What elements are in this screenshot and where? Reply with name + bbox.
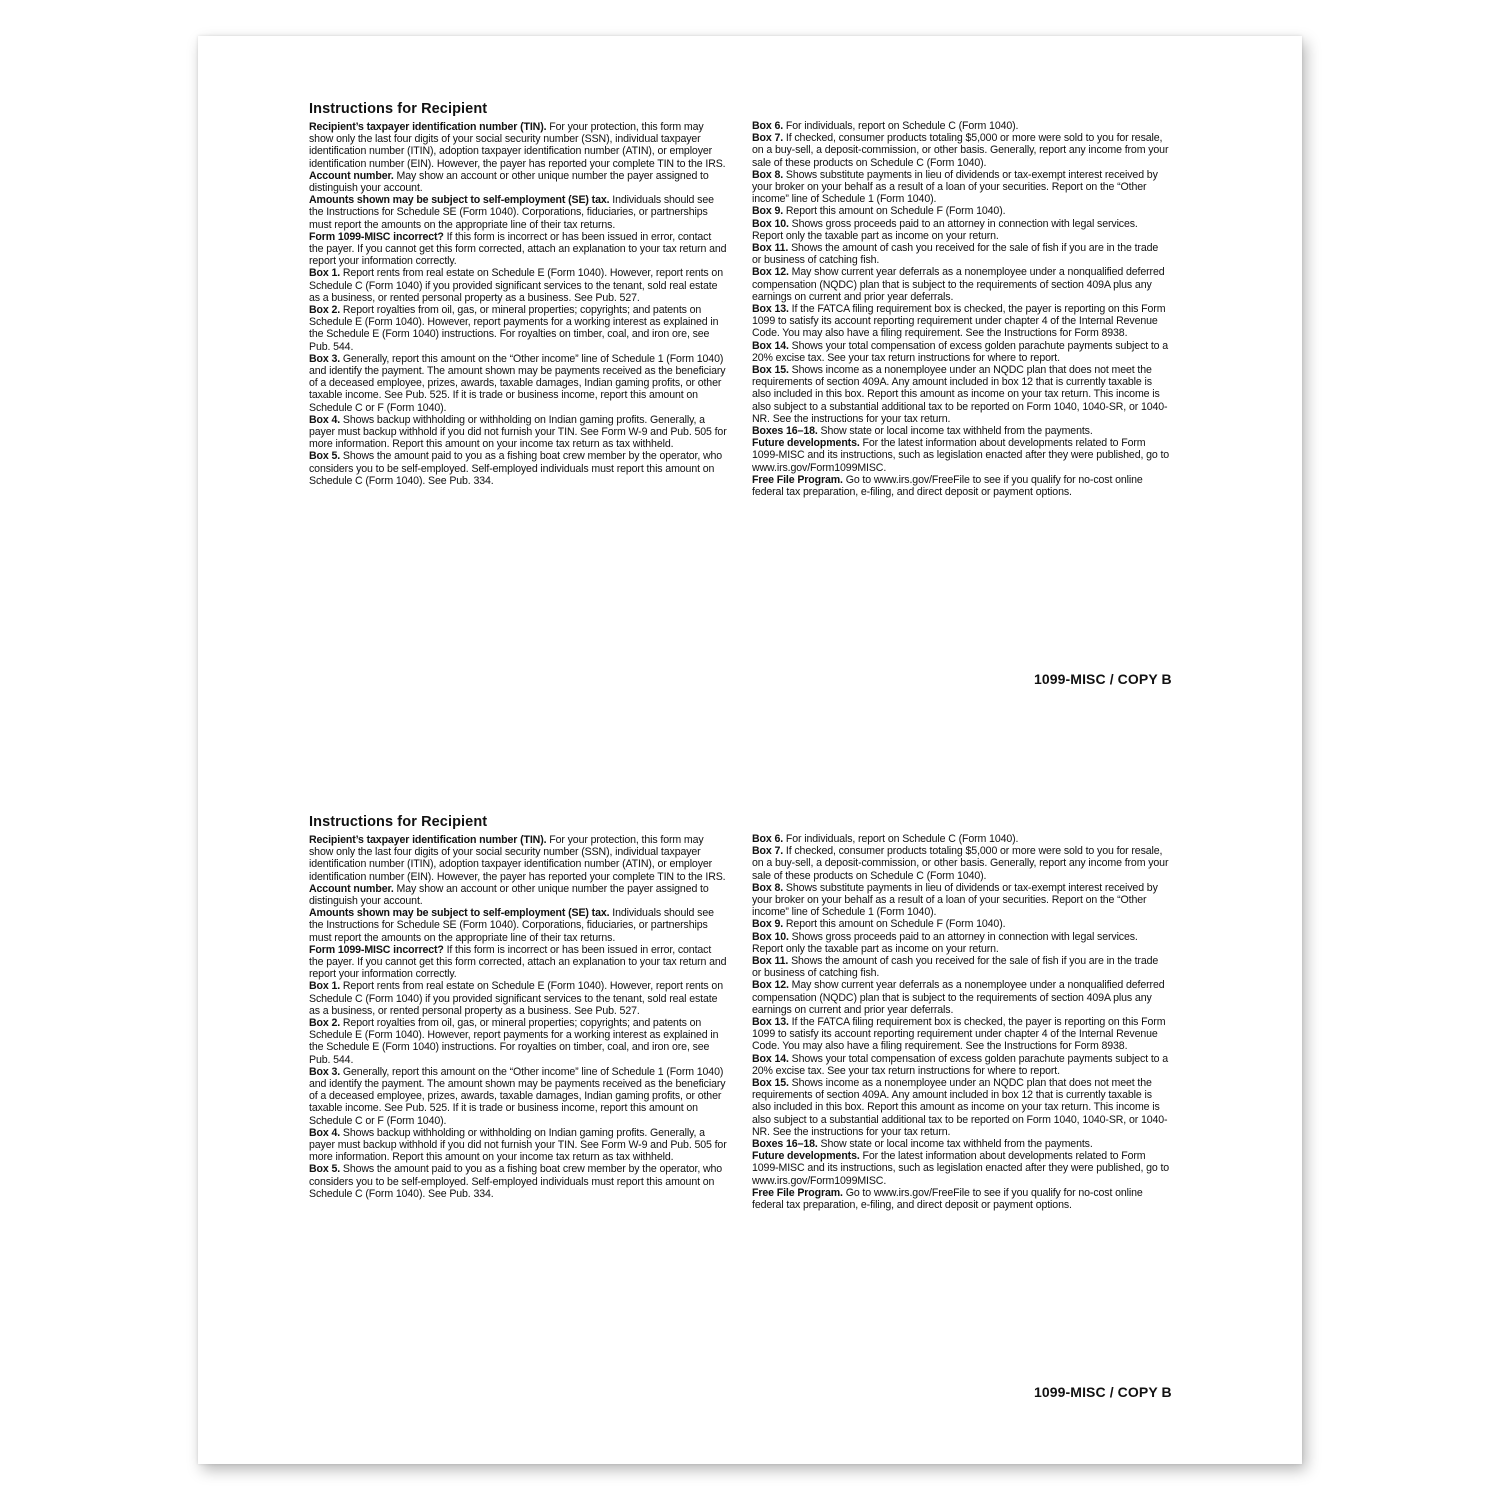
copy-label: 1099-MISC / COPY B — [1034, 671, 1172, 687]
paragraph-term: Box 3. — [309, 1065, 341, 1078]
paragraph-text: If this form is incorrect or has been issued in error, contact the payer. If you cannot get this form corrected, attach an explanation to your tax return and report your information correctly. — [309, 230, 727, 268]
paragraph-term: Form 1099-MISC incorrect? — [309, 943, 444, 956]
paragraph-text: Shows your total compensation of excess golden parachute payments subject to a 20% excise tax. See your tax return instructions for where to report. — [752, 339, 1169, 364]
paragraph-text: Report rents from real estate on Schedule E (Form 1040). However, report rents on Schedule C (Form 1040) if you provided significant services to the tenant, sold real estate as a business, or rented personal property as a business. See Pub. 527. — [309, 980, 723, 1017]
paragraph-text: Report royalties from oil, gas, or mineral properties; copyrights; and patents on Schedule E (Form 1040). However, report payments for a working interest as explained in the Schedule E (Form 1040) instructions. For royalties on timber, coal, and iron ore, see Pub. 544. — [309, 304, 719, 353]
paragraph — [752, 437, 1170, 474]
copy-label: 1099-MISC / COPY B — [1034, 1384, 1172, 1400]
paragraph — [309, 304, 727, 353]
paragraph-term: Box 5. — [309, 1163, 341, 1176]
paragraph-term: Box 12. — [752, 266, 789, 279]
paragraph-text: Shows the amount paid to you as a fishing boat crew member by the operator, who considers you to be self-employed. Self-employed individuals must report this amount on Schedule C (Form 1040). See Pub. 334. — [309, 450, 723, 487]
paragraph-text: If the FATCA filing requirement box is checked, the payer is reporting on this Form 1099 to satisfy its account reporting requirement under chapter 4 of the Internal Revenue Code. You may also have a filing requirement. See the Instructions for Form 8938. — [752, 303, 1166, 340]
paragraph-text: For the latest information about developments related to Form 1099-MISC and its instructions, such as legislation enacted after they were published, go to www.irs.gov/Form1099MISC. — [752, 1150, 1170, 1187]
paragraph-term: Box 7. — [752, 132, 784, 145]
paragraph — [752, 833, 1170, 845]
paragraph-text: Go to www.irs.gov/FreeFile to see if you qualify for no-cost online federal tax preparation, e-filing, and direct deposit or payment options. — [752, 1186, 1143, 1212]
paragraph-text: Shows your total compensation of excess golden parachute payments subject to a 20% excise tax. See your tax return instructions for where to report. — [752, 1052, 1169, 1077]
paragraph-term: Box 11. — [752, 955, 789, 968]
paragraph-text: Shows substitute payments in lieu of dividends or tax-exempt interest received by your broker on your behalf as a result of a loan of your securities. Report on the “Other income” line of Schedule 1 (Form 1040). — [752, 168, 1158, 206]
form-sheet — [198, 36, 1302, 1464]
instructions-left-column — [309, 834, 727, 1200]
paragraph-text: If checked, consumer products totaling $5,000 or more were sold to you for resale, on a buy-sell, a deposit-commission, or other basis. Generally, report any income from your sale of these products on Schedule C (Form 1040). — [752, 845, 1169, 882]
paragraph-term: Free File Program. — [752, 1186, 843, 1199]
paragraph-term: Box 13. — [752, 1016, 789, 1029]
paragraph-text: If this form is incorrect or has been issued in error, contact the payer. If you cannot get this form corrected, attach an explanation to your tax return and report your information correctly. — [309, 943, 727, 981]
paragraph — [752, 132, 1170, 169]
paragraph-term: Box 13. — [752, 303, 789, 316]
paragraph — [309, 1163, 727, 1200]
paragraph-text: For individuals, report on Schedule C (Form 1040). — [783, 833, 1019, 845]
paragraph-term: Box 2. — [309, 304, 341, 317]
paragraph — [309, 231, 727, 268]
paragraph-text: Shows income as a nonemployee under an NQDC plan that does not meet the requirements of section 409A. Any amount included in box 12 that is currently taxable is also included in this box. Report this amount as income on your tax return. This income is also subject to a substantial additional tax to be reported on Form 1040, 1040-SR, or 1040-NR. See the instructions for your tax return. — [752, 1077, 1168, 1138]
paragraph-text: Shows the amount of cash you received for the sale of fish if you are in the trade or business of catching fish. — [752, 955, 1159, 980]
paragraph — [752, 955, 1170, 979]
instructions-right-column — [752, 833, 1170, 1211]
paragraph-term: Account number. — [309, 882, 394, 895]
paragraph-text: May show an account or other unique number the payer assigned to distinguish your account. — [309, 169, 709, 195]
paragraph — [752, 1016, 1170, 1053]
paragraph-text: If checked, consumer products totaling $5,000 or more were sold to you for resale, on a buy-sell, a deposit-commission, or other basis. Generally, report any income from your sale of these products on Schedule C (Form 1040). — [752, 132, 1169, 169]
paragraph-term: Box 10. — [752, 930, 789, 943]
paragraph-term: Boxes 16–18. — [752, 1138, 818, 1151]
paragraph-term: Boxes 16–18. — [752, 425, 818, 438]
paragraph-text: For the latest information about developments related to Form 1099-MISC and its instructions, such as legislation enacted after they were published, go to www.irs.gov/Form1099MISC. — [752, 437, 1170, 474]
paragraph — [752, 1077, 1170, 1138]
paragraph — [309, 170, 727, 194]
paragraph-term: Box 8. — [752, 881, 784, 894]
paragraph — [752, 1187, 1170, 1211]
instructions-section-top — [308, 101, 1188, 701]
paragraph — [752, 169, 1170, 206]
paragraph-term: Amounts shown may be subject to self-employment (SE) tax. — [309, 194, 610, 207]
paragraph — [752, 1150, 1170, 1187]
paragraph-term: Box 7. — [752, 845, 784, 858]
paragraph-text: May show an account or other unique number the payer assigned to distinguish your account. — [309, 882, 709, 908]
paragraph-term: Box 1. — [309, 980, 341, 993]
paragraph-text: Report this amount on Schedule F (Form 1040). — [783, 205, 1006, 218]
paragraph — [309, 121, 727, 170]
paragraph-text: Individuals should see the Instructions for Schedule SE (Form 1040). Corporations, fiduciaries, or partnerships must report the amounts on the appropriate line of their tax returns. — [309, 907, 714, 944]
paragraph-term: Box 9. — [752, 205, 784, 218]
paragraph-text: Shows the amount of cash you received for the sale of fish if you are in the trade or business of catching fish. — [752, 242, 1159, 267]
paragraph-text: Show state or local income tax withheld from the payments. — [817, 425, 1093, 438]
paragraph-term: Box 11. — [752, 242, 789, 255]
paragraph-term: Free File Program. — [752, 473, 843, 486]
paragraph-text: Report rents from real estate on Schedule E (Form 1040). However, report rents on Schedule C (Form 1040) if you provided significant services to the tenant, sold real estate as a business, or rented personal property as a business. See Pub. 527. — [309, 267, 723, 304]
paragraph-term: Box 15. — [752, 364, 789, 377]
paragraph — [752, 242, 1170, 266]
paragraph-term: Box 4. — [309, 1126, 341, 1139]
paragraph-text: Go to www.irs.gov/FreeFile to see if you qualify for no-cost online federal tax preparation, e-filing, and direct deposit or payment options. — [752, 473, 1143, 499]
paragraph-term: Box 3. — [309, 352, 341, 365]
paragraph-text: Generally, report this amount on the “Other income” line of Schedule 1 (Form 1040) and identify the payment. The amount shown may be payments received as the beneficiary of a deceased employee, prizes, awards, taxable damages, Indian gaming profits, or other taxable income. See Pub. 525. If it is trade or business income, report this amount on Schedule C or F (Form 1040). — [309, 1065, 726, 1127]
paragraph-text: For your protection, this form may show only the last four digits of your social security number (SSN), individual taxpayer identification number (ITIN), adoption taxpayer identification number (ATIN), or employer identification number (EIN). However, the payer has reported your complete TIN to the IRS. — [309, 121, 726, 170]
paragraph-term: Box 10. — [752, 217, 789, 230]
paragraph — [309, 450, 727, 487]
paragraph-term: Future developments. — [752, 437, 860, 450]
paragraph-text: Report royalties from oil, gas, or mineral properties; copyrights; and patents on Schedule E (Form 1040). However, report payments for a working interest as explained in the Schedule E (Form 1040) instructions. For royalties on timber, coal, and iron ore, see Pub. 544. — [309, 1017, 719, 1066]
paragraph — [752, 425, 1170, 437]
instructions-title: Instructions for Recipient — [309, 814, 488, 830]
paragraph-term: Box 15. — [752, 1077, 789, 1090]
paragraph — [309, 353, 727, 414]
paragraph-term: Future developments. — [752, 1150, 860, 1163]
paragraph — [309, 1127, 727, 1164]
paragraph — [309, 194, 727, 231]
paragraph — [752, 1138, 1170, 1150]
paragraph-term: Box 6. — [752, 120, 784, 132]
paragraph-text: Shows backup withholding or withholding on Indian gaming profits. Generally, a payer must backup withhold if you did not furnish your TIN. See Form W-9 and Pub. 505 for more information. Report this amount on your income tax return as tax withheld. — [309, 413, 727, 451]
paragraph — [752, 1053, 1170, 1077]
paragraph — [752, 120, 1170, 132]
paragraph — [309, 883, 727, 907]
instructions-title: Instructions for Recipient — [309, 101, 488, 117]
paragraph — [309, 907, 727, 944]
paragraph-term: Box 14. — [752, 339, 789, 352]
paragraph-term: Account number. — [309, 169, 394, 182]
paragraph-term: Box 14. — [752, 1052, 789, 1065]
paragraph-term: Box 2. — [309, 1017, 341, 1030]
paragraph — [309, 944, 727, 981]
paragraph — [752, 845, 1170, 882]
paragraph — [309, 1066, 727, 1127]
paragraph-term: Form 1099-MISC incorrect? — [309, 230, 444, 243]
paragraph — [752, 266, 1170, 303]
paragraph-text: Shows substitute payments in lieu of dividends or tax-exempt interest received by your broker on your behalf as a result of a loan of your securities. Report on the “Other income” line of Schedule 1 (Form 1040). — [752, 881, 1158, 919]
paragraph — [752, 218, 1170, 242]
paragraph-text: May show current year deferrals as a nonemployee under a nonqualified deferred compensation (NQDC) plan that is subject to the requirements of section 409A plus any earnings on current and prior year deferrals. — [752, 266, 1165, 303]
paragraph-text: Generally, report this amount on the “Other income” line of Schedule 1 (Form 1040) and identify the payment. The amount shown may be payments received as the beneficiary of a deceased employee, prizes, awards, taxable damages, Indian gaming profits, or other taxable income. See Pub. 525. If it is trade or business income, report this amount on Schedule C or F (Form 1040). — [309, 352, 726, 414]
paragraph-text: Shows gross proceeds paid to an attorney in connection with legal services. Report only the taxable part as income on your return. — [752, 217, 1138, 242]
paragraph-term: Box 5. — [309, 450, 341, 463]
paragraph-term: Box 1. — [309, 267, 341, 280]
paragraph-text: For your protection, this form may show only the last four digits of your social security number (SSN), individual taxpayer identification number (ITIN), adoption taxpayer identification number (ATIN), or employer identification number (EIN). However, the payer has reported your complete TIN to the IRS. — [309, 834, 726, 883]
paragraph — [309, 267, 727, 304]
paragraph-text: Shows income as a nonemployee under an NQDC plan that does not meet the requirements of section 409A. Any amount included in box 12 that is currently taxable is also included in this box. Report this amount as income on your tax return. This income is also subject to a substantial additional tax to be reported on Form 1040, 1040-SR, or 1040-NR. See the instructions for your tax return. — [752, 364, 1168, 425]
paragraph-term: Box 8. — [752, 168, 784, 181]
paragraph — [752, 979, 1170, 1016]
paragraph-text: Report this amount on Schedule F (Form 1040). — [783, 918, 1006, 931]
paragraph — [309, 980, 727, 1017]
paragraph — [309, 1017, 727, 1066]
paragraph — [752, 303, 1170, 340]
paragraph — [309, 414, 727, 451]
paragraph — [309, 834, 727, 883]
paragraph-text: Shows backup withholding or withholding on Indian gaming profits. Generally, a payer must backup withhold if you did not furnish your TIN. See Form W-9 and Pub. 505 for more information. Report this amount on your income tax return as tax withheld. — [309, 1126, 727, 1164]
paragraph — [752, 205, 1170, 217]
paragraph-text: Show state or local income tax withheld from the payments. — [817, 1138, 1093, 1151]
paragraph-term: Amounts shown may be subject to self-employment (SE) tax. — [309, 907, 610, 920]
paragraph-term: Box 6. — [752, 833, 784, 845]
paragraph-text: Individuals should see the Instructions for Schedule SE (Form 1040). Corporations, fiduciaries, or partnerships must report the amounts on the appropriate line of their tax returns. — [309, 194, 714, 231]
paragraph-term: Box 9. — [752, 918, 784, 931]
instructions-section-bottom — [308, 814, 1188, 1414]
paragraph-text: Shows the amount paid to you as a fishing boat crew member by the operator, who considers you to be self-employed. Self-employed individuals must report this amount on Schedule C (Form 1040). See Pub. 334. — [309, 1163, 723, 1200]
paragraph — [752, 931, 1170, 955]
paragraph-term: Recipient’s taxpayer identification number (TIN). — [309, 121, 547, 133]
paragraph-text: May show current year deferrals as a nonemployee under a nonqualified deferred compensation (NQDC) plan that is subject to the requirements of section 409A plus any earnings on current and prior year deferrals. — [752, 979, 1165, 1016]
instructions-right-column — [752, 120, 1170, 498]
paragraph — [752, 474, 1170, 498]
paragraph — [752, 882, 1170, 919]
instructions-left-column — [309, 121, 727, 487]
paragraph-term: Box 12. — [752, 979, 789, 992]
paragraph-text: For individuals, report on Schedule C (Form 1040). — [783, 120, 1019, 132]
paragraph — [752, 340, 1170, 364]
paragraph-term: Box 4. — [309, 413, 341, 426]
paragraph-text: Shows gross proceeds paid to an attorney in connection with legal services. Report only the taxable part as income on your return. — [752, 930, 1138, 955]
paragraph-term: Recipient’s taxpayer identification number (TIN). — [309, 834, 547, 846]
paragraph — [752, 918, 1170, 930]
paragraph — [752, 364, 1170, 425]
paragraph-text: If the FATCA filing requirement box is checked, the payer is reporting on this Form 1099 to satisfy its account reporting requirement under chapter 4 of the Internal Revenue Code. You may also have a filing requirement. See the Instructions for Form 8938. — [752, 1016, 1166, 1053]
